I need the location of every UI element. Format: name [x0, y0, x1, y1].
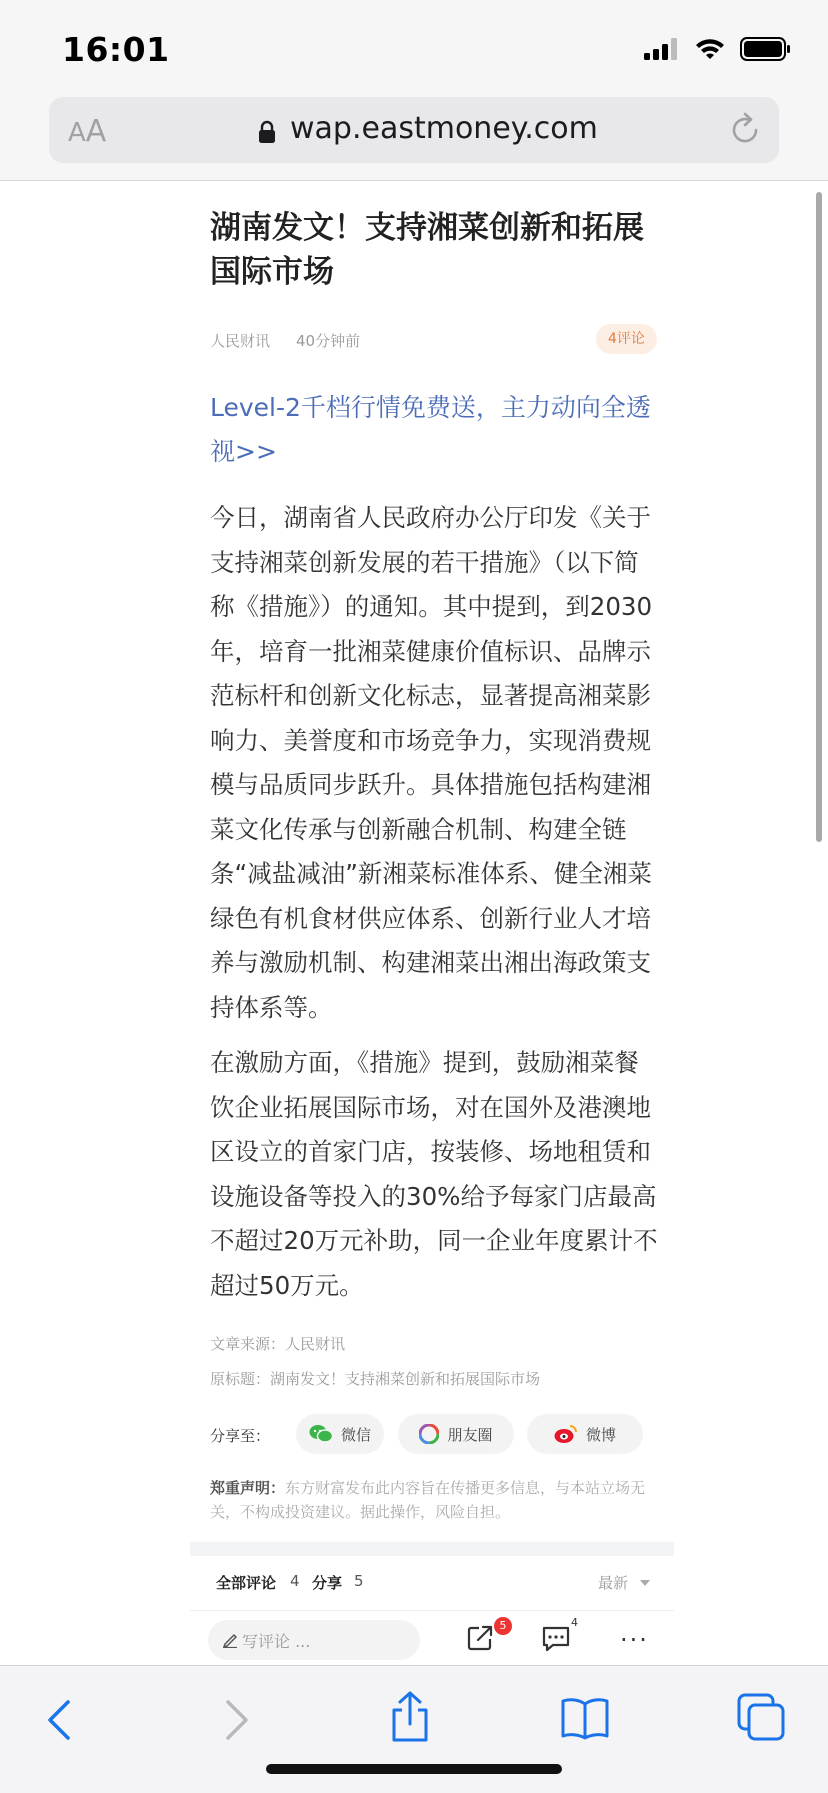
moments-icon: [419, 1424, 439, 1444]
share-icon[interactable]: [388, 1690, 432, 1744]
signal-icon: [644, 38, 680, 60]
share-weibo-label: 微博: [585, 1425, 616, 1444]
more-icon[interactable]: ···: [620, 1626, 649, 1654]
shares-count: 5: [354, 1572, 364, 1590]
sort-dropdown[interactable]: 最新: [598, 1574, 629, 1592]
write-comment-input[interactable]: [208, 1620, 420, 1660]
battery-icon: [740, 36, 792, 62]
wechat-icon: [309, 1424, 333, 1444]
section-divider: [190, 1542, 674, 1556]
chat-count: 4: [571, 1616, 578, 1629]
status-time: 16:01: [62, 30, 170, 69]
article-paragraph: 在激励方面，《措施》提到，鼓励湘菜餐饮企业拓展国际市场，对在国外及港澳地区设立的首家门店，按装修、场地租赁和设施设备等投入的30%给予每家门店最高不超过20万元补助，同一企业年度累计不超过50万元。: [210, 1048, 658, 1300]
status-icons: [644, 36, 792, 62]
home-indicator: [266, 1764, 562, 1774]
chat-icon[interactable]: [541, 1625, 571, 1653]
original-title-line: 原标题：湖南发文！支持湘菜创新和拓展国际市场: [210, 1370, 541, 1388]
comment-count-badge[interactable]: 4评论: [596, 324, 657, 354]
reader-settings-button[interactable]: AA: [68, 114, 107, 149]
tabs-icon[interactable]: [736, 1692, 786, 1742]
article-time: 40分钟前: [296, 332, 361, 350]
disclaimer: [210, 1476, 666, 1524]
scroll-indicator[interactable]: [816, 192, 822, 842]
url-text[interactable]: wap.eastmoney.com: [290, 111, 598, 146]
bookmarks-icon[interactable]: [560, 1696, 610, 1740]
share-moments-button[interactable]: [398, 1414, 514, 1454]
back-icon[interactable]: [44, 1696, 74, 1744]
promo-link[interactable]: Level-2千档行情免费送，主力动向全透视>>: [210, 393, 651, 466]
share-moments-label: 朋友圈: [447, 1425, 493, 1444]
share-wechat-label: 微信: [340, 1425, 371, 1444]
all-comments-tab[interactable]: 全部评论: [216, 1574, 277, 1592]
write-comment-placeholder: 写评论 ...: [242, 1632, 311, 1651]
pencil-icon: [222, 1630, 238, 1648]
share-weibo-button[interactable]: [527, 1414, 643, 1454]
article-paragraph: 今日，湖南省人民政府办公厅印发《关于支持湘菜创新发展的若干措施》（以下简称《措施》）的通知。其中提到，到2030年，培育一批湘菜健康价值标识、品牌示范标杆和创新文化标志，显著提高湘菜影响力、美誉度和市场竞争力，实现消费规模与品质同步跃升。具体措施包括构建湘菜文化传承与创新融合机制、构建全链条“减盐减油”新湘菜标准体系、健全湘菜绿色有机食材供应体系、创新行业人才培养与激励机制、构建湘菜出湘出海政策支持体系等。: [210, 503, 653, 1022]
article-source-line: 文章来源：人民财讯: [210, 1335, 346, 1353]
shares-tab[interactable]: 分享: [312, 1574, 343, 1592]
disclaimer-title: 郑重声明：: [210, 1479, 286, 1497]
all-comments-count: 4: [290, 1572, 300, 1590]
share-count-badge: 5: [494, 1617, 512, 1635]
article-source: 人民财讯: [210, 332, 271, 350]
share-out-icon[interactable]: [466, 1624, 494, 1652]
weibo-icon: [554, 1424, 578, 1444]
wifi-icon: [694, 37, 726, 61]
share-wechat-button[interactable]: [296, 1414, 384, 1454]
article-title: 湖南发文！支持湘菜创新和拓展国际市场: [210, 210, 644, 290]
forward-icon[interactable]: [222, 1696, 252, 1744]
disclaimer-text: 东方财富发布此内容旨在传播更多信息，与本站立场无关，不构成投资建议。据此操作，风险自担。: [210, 1479, 646, 1521]
lock-icon: [258, 120, 276, 144]
reload-icon[interactable]: [730, 112, 762, 146]
share-label: 分享至：: [210, 1427, 271, 1445]
chevron-down-icon: [640, 1580, 650, 1586]
